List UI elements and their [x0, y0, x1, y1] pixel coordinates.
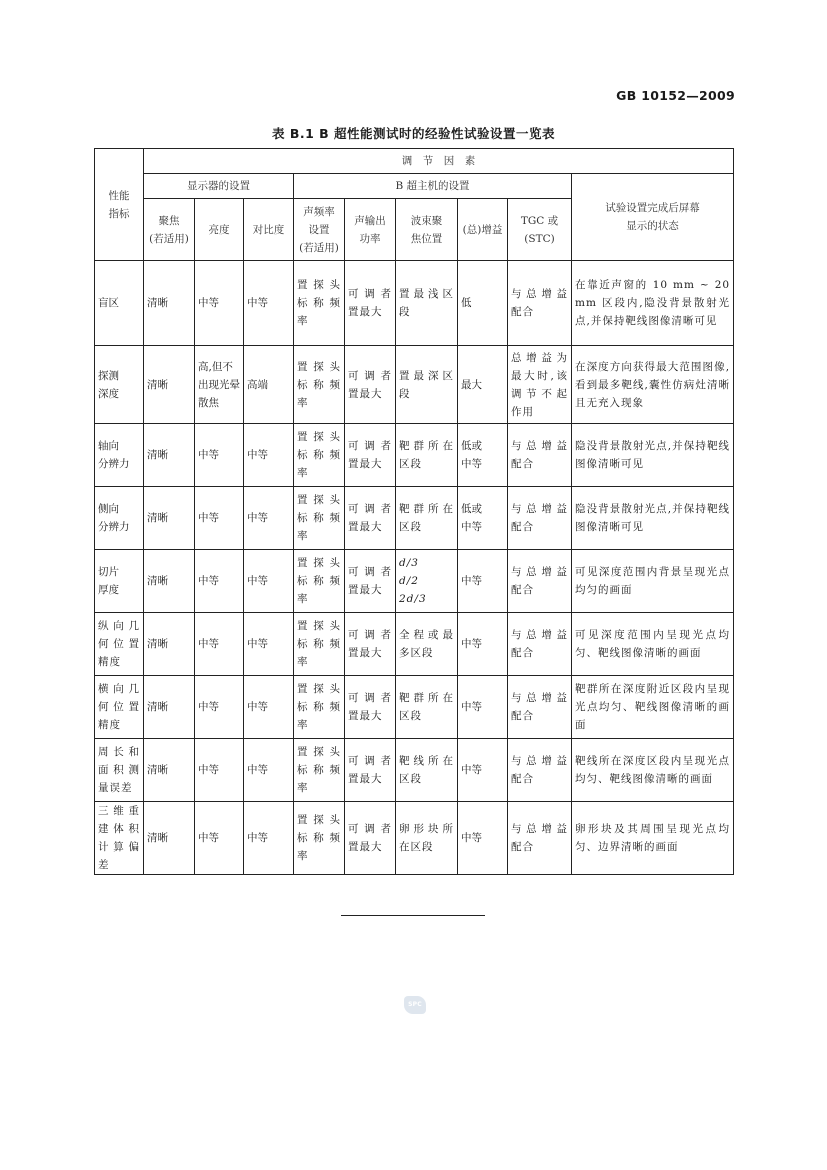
beam-focus-cell: 置最浅区段 — [396, 261, 458, 346]
tgc-cell: 与总增益配合 — [508, 550, 572, 613]
result-cell: 在深度方向获得最大范围图像,看到最多靶线,囊性仿病灶清晰且无充入现象 — [572, 346, 734, 424]
freq-cell: 置探头标称频率 — [294, 613, 345, 676]
header-brightness: 亮度 — [195, 199, 244, 261]
tgc-cell: 与总增益配合 — [508, 739, 572, 802]
brightness-cell: 中等 — [195, 676, 244, 739]
focus-cell: 清晰 — [144, 487, 195, 550]
power-cell: 可调者置最大 — [345, 261, 396, 346]
beam-focus-cell: d/3 d/2 2d/3 — [396, 550, 458, 613]
gain-cell: 最大 — [458, 346, 508, 424]
header-adjust-factors: 调 节 因 素 — [144, 149, 734, 174]
beam-focus-cell: 靶群所在区段 — [396, 676, 458, 739]
gain-cell: 中等 — [458, 676, 508, 739]
indicator-cell: 周长和面积测量误差 — [95, 739, 144, 802]
tgc-cell: 与总增益配合 — [508, 613, 572, 676]
table-row — [95, 613, 734, 676]
power-cell: 可调者置最大 — [345, 346, 396, 424]
contrast-cell: 中等 — [244, 739, 294, 802]
focus-cell: 清晰 — [144, 739, 195, 802]
tgc-cell: 与总增益配合 — [508, 261, 572, 346]
power-cell: 可调者置最大 — [345, 613, 396, 676]
indicator-cell: 盲区 — [95, 261, 144, 346]
focus-cell: 清晰 — [144, 550, 195, 613]
focus-cell: 清晰 — [144, 346, 195, 424]
focus-cell: 清晰 — [144, 676, 195, 739]
gain-cell: 中等 — [458, 739, 508, 802]
power-cell: 可调者置最大 — [345, 550, 396, 613]
header-gain: (总)增益 — [458, 199, 508, 261]
settings-table — [94, 148, 734, 875]
focus-cell: 清晰 — [144, 613, 195, 676]
freq-cell: 置探头标称频率 — [294, 346, 345, 424]
result-cell: 卵形块及其周围呈现光点均匀、边界清晰的画面 — [572, 802, 734, 875]
brightness-cell: 中等 — [195, 261, 244, 346]
freq-cell: 置探头标称频率 — [294, 802, 345, 875]
result-cell: 隐没背景散射光点,并保持靶线图像清晰可见 — [572, 424, 734, 487]
gain-cell: 低或 中等 — [458, 424, 508, 487]
beam-focus-cell: 靶线所在区段 — [396, 739, 458, 802]
beam-focus-cell: 靶群所在区段 — [396, 487, 458, 550]
tgc-cell: 与总增益配合 — [508, 424, 572, 487]
publisher-logo: SPC — [404, 996, 426, 1014]
gain-cell: 中等 — [458, 613, 508, 676]
table-row — [95, 424, 734, 487]
standard-number: GB 10152—2009 — [616, 88, 735, 103]
freq-cell: 置探头标称频率 — [294, 739, 345, 802]
table-row — [95, 346, 734, 424]
indicator-cell: 三维重建体积计算偏差 — [95, 802, 144, 875]
header-power: 声输出 功率 — [345, 199, 396, 261]
tgc-cell: 与总增益配合 — [508, 802, 572, 875]
indicator-cell: 侧向 分辨力 — [95, 487, 144, 550]
brightness-cell: 中等 — [195, 739, 244, 802]
header-contrast: 对比度 — [244, 199, 294, 261]
gain-cell: 中等 — [458, 802, 508, 875]
header-result-state: 试验设置完成后屏幕 显示的状态 — [572, 174, 734, 261]
table-caption: 表 B.1 B 超性能测试时的经验性试验设置一览表 — [271, 126, 556, 141]
table-row — [95, 261, 734, 346]
contrast-cell: 中等 — [244, 802, 294, 875]
focus-cell: 清晰 — [144, 261, 195, 346]
result-cell: 靶群所在深度附近区段内呈现光点均匀、靶线图像清晰的画面 — [572, 676, 734, 739]
indicator-cell: 轴向 分辨力 — [95, 424, 144, 487]
power-cell: 可调者置最大 — [345, 487, 396, 550]
freq-cell: 置探头标称频率 — [294, 261, 345, 346]
contrast-cell: 中等 — [244, 487, 294, 550]
gain-cell: 低或 中等 — [458, 487, 508, 550]
header-beam-focus: 波束聚 焦位置 — [396, 199, 458, 261]
indicator-cell: 切片 厚度 — [95, 550, 144, 613]
result-cell: 靶线所在深度区段内呈现光点均匀、靶线图像清晰的画面 — [572, 739, 734, 802]
brightness-cell: 中等 — [195, 613, 244, 676]
power-cell: 可调者置最大 — [345, 739, 396, 802]
header-indicator: 性能 指标 — [95, 149, 144, 261]
table-row — [95, 802, 734, 875]
header-freq: 声频率 设置 (若适用) — [294, 199, 345, 261]
focus-cell: 清晰 — [144, 424, 195, 487]
result-cell: 隐没背景散射光点,并保持靶线图像清晰可见 — [572, 487, 734, 550]
contrast-cell: 中等 — [244, 550, 294, 613]
freq-cell: 置探头标称频率 — [294, 487, 345, 550]
beam-focus-cell: 卵形块所在区段 — [396, 802, 458, 875]
beam-focus-cell: 全程或最多区段 — [396, 613, 458, 676]
header-focus: 聚焦 (若适用) — [144, 199, 195, 261]
beam-focus-cell: 置最深区段 — [396, 346, 458, 424]
power-cell: 可调者置最大 — [345, 424, 396, 487]
brightness-cell: 中等 — [195, 550, 244, 613]
tgc-cell: 总增益为最大时,该调节不起作用 — [508, 346, 572, 424]
indicator-cell: 探测 深度 — [95, 346, 144, 424]
contrast-cell: 中等 — [244, 261, 294, 346]
brightness-cell: 中等 — [195, 802, 244, 875]
header-display-settings: 显示器的设置 — [144, 174, 294, 199]
table-row — [95, 676, 734, 739]
indicator-cell: 纵向几何位置精度 — [95, 613, 144, 676]
table-row — [95, 739, 734, 802]
end-rule — [341, 915, 485, 916]
freq-cell: 置探头标称频率 — [294, 424, 345, 487]
tgc-cell: 与总增益配合 — [508, 487, 572, 550]
result-cell: 可见深度范围内呈现光点均匀、靶线图像清晰的画面 — [572, 613, 734, 676]
contrast-cell: 高端 — [244, 346, 294, 424]
indicator-cell: 横向几何位置精度 — [95, 676, 144, 739]
freq-cell: 置探头标称频率 — [294, 550, 345, 613]
contrast-cell: 中等 — [244, 613, 294, 676]
beam-focus-cell: 靶群所在区段 — [396, 424, 458, 487]
focus-cell: 清晰 — [144, 802, 195, 875]
table-row — [95, 487, 734, 550]
contrast-cell: 中等 — [244, 676, 294, 739]
table-row — [95, 550, 734, 613]
contrast-cell: 中等 — [244, 424, 294, 487]
brightness-cell: 中等 — [195, 424, 244, 487]
freq-cell: 置探头标称频率 — [294, 676, 345, 739]
tgc-cell: 与总增益配合 — [508, 676, 572, 739]
gain-cell: 中等 — [458, 550, 508, 613]
brightness-cell: 中等 — [195, 487, 244, 550]
header-host-settings: B 超主机的设置 — [294, 174, 572, 199]
header-tgc: TGC 或 (STC) — [508, 199, 572, 261]
gain-cell: 低 — [458, 261, 508, 346]
result-cell: 在靠近声窗的 10 mm ~ 20 mm 区段内,隐没背景散射光点,并保持靶线图像清晰可见 — [572, 261, 734, 346]
result-cell: 可见深度范围内背景呈现光点均匀的画面 — [572, 550, 734, 613]
brightness-cell: 高,但不出现光晕散焦 — [195, 346, 244, 424]
power-cell: 可调者置最大 — [345, 802, 396, 875]
power-cell: 可调者置最大 — [345, 676, 396, 739]
